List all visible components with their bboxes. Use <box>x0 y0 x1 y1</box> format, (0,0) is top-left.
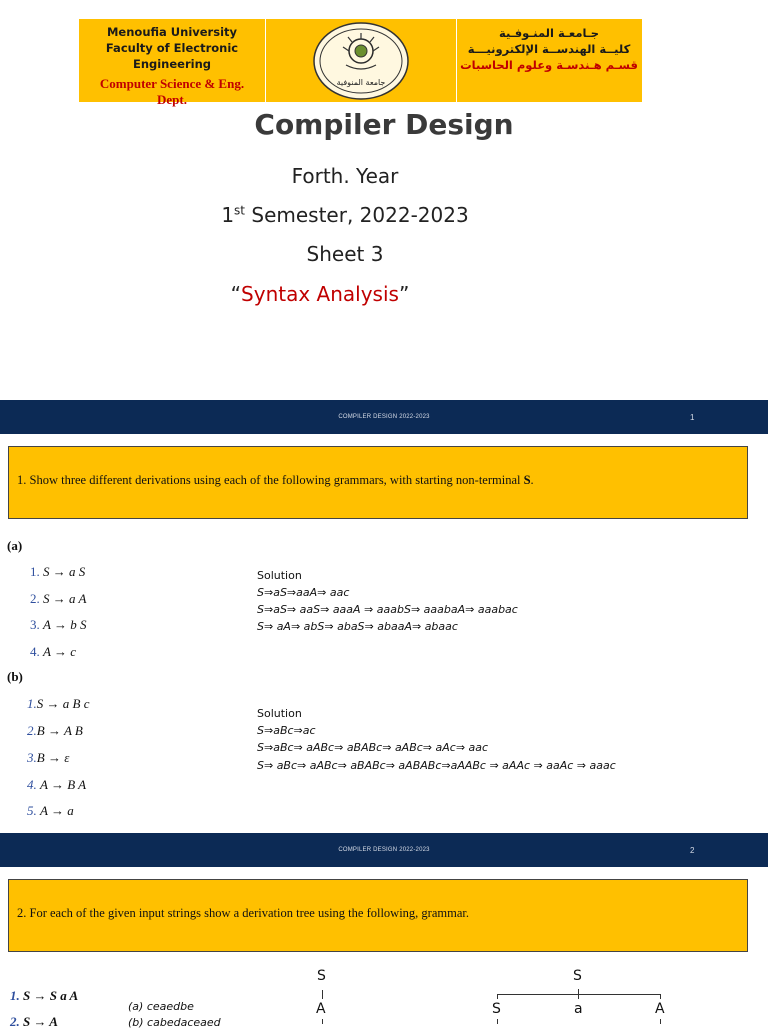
faculty-name-en: Faculty of Electronic Engineering <box>105 41 239 71</box>
seal-text: جامعة المنوفية <box>336 78 386 87</box>
solution-b-label: Solution <box>257 707 302 720</box>
department-name-en-line2: Dept. <box>157 92 187 107</box>
question-1-prefix: 1. Show three different derivations using each of the following grammars, with starting non-terminal <box>17 473 524 487</box>
document-title: Compiler Design <box>254 108 514 141</box>
university-banner <box>79 19 642 107</box>
solution-a-label: Solution <box>257 569 302 582</box>
semester-rest: Semester, 2022-2023 <box>245 203 469 227</box>
slide-footer-text: COMPILER DESIGN 2022-2023 <box>338 414 430 420</box>
faculty-name-ar: كليــة الهندســة الإلكترونيـــة <box>467 42 631 56</box>
grammar-b-rule: 5. A → a <box>27 803 74 818</box>
grammar-b-rule: 4. A → B A <box>27 777 87 792</box>
grammar-a-rule: 1. S → a S <box>30 564 86 579</box>
solution-a-derivation: S⇒ aA⇒ abS⇒ abaS⇒ abaaA⇒ abaac <box>257 620 458 633</box>
part-b-label: (b) <box>7 669 23 684</box>
grammar-b-rule: 1.S → a B c <box>27 696 90 711</box>
tree1-edge <box>322 1019 323 1024</box>
tree2-edge <box>660 994 661 999</box>
solution-b-derivation: S⇒aBc⇒ aABc⇒ aBABc⇒ aABc⇒ aAc⇒ aac <box>257 741 489 754</box>
grammar-a-rule: 4. A → c <box>30 644 76 659</box>
topic-close-quote: ” <box>398 282 410 306</box>
grammar-a-rule: 3. A → b S <box>30 617 87 632</box>
semester-label <box>0 203 690 227</box>
part-a-label: (a) <box>7 538 23 553</box>
tree2-child-node: S <box>492 1001 501 1017</box>
slide-footer-text: COMPILER DESIGN 2022-2023 <box>338 847 430 853</box>
topic-text: Syntax Analysis <box>241 282 399 306</box>
question-1-text <box>17 473 534 488</box>
question-2-box <box>8 879 748 952</box>
tree2-branch-line <box>497 994 661 995</box>
question-2-text: 2. For each of the given input strings show a derivation tree using the following, grammar. <box>17 906 469 920</box>
slide-footer-bar-2 <box>0 833 768 867</box>
university-name-ar: جـامعـة المنـوفـية <box>499 26 599 40</box>
banner-english-block <box>79 19 265 107</box>
banner-arabic-block <box>456 19 642 102</box>
tree2-edge <box>497 1019 498 1024</box>
university-seal-icon <box>266 19 456 102</box>
question-1-symbol: S <box>523 473 531 487</box>
tree1-child-node: A <box>316 1001 326 1017</box>
slide-footer-bar-1 <box>0 400 768 434</box>
grammar-2-rule: 2. S → A <box>10 1014 58 1029</box>
tree2-edge <box>660 1019 661 1024</box>
university-name-en: Menoufia University <box>106 25 238 39</box>
tree1-root-node: S <box>317 968 326 984</box>
grammar-b-rule: 2.B → A B <box>27 723 83 738</box>
tree2-edge <box>578 989 579 999</box>
input-string-a: (a) ceaedbe <box>128 1000 194 1013</box>
grammar-a-rule: 2. S → a A <box>30 591 87 606</box>
tree2-child-node: A <box>655 1001 665 1017</box>
input-string-b: (b) cabedaceaed <box>128 1016 221 1029</box>
solution-a-derivation: S⇒aS⇒aaA⇒ aac <box>257 586 350 599</box>
question-1-suffix: . <box>530 473 534 487</box>
university-logo <box>265 19 457 102</box>
tree2-root-node: S <box>573 968 582 984</box>
grammar-b-rule: 3.B → ε <box>27 750 70 765</box>
topic-open-quote: “ <box>230 282 242 306</box>
grammar-2-rule: 1. S → S a A <box>10 988 79 1003</box>
semester-number: 1 <box>221 203 235 227</box>
slide-page-number: 2 <box>690 846 695 855</box>
year-label: Forth. Year <box>291 164 399 188</box>
tree2-edge <box>497 994 498 999</box>
topic-label <box>0 282 640 306</box>
department-name-ar: قسـم هـندسـة وعلوم الحاسبات <box>460 58 638 72</box>
solution-b-derivation: S⇒ aBc⇒ aABc⇒ aBABc⇒ aABABc⇒aAABc ⇒ aAAc ⇒ aaAc ⇒ aaac <box>257 759 616 772</box>
sheet-label: Sheet 3 <box>306 242 384 266</box>
tree2-child-node: a <box>574 1001 583 1017</box>
tree1-edge <box>322 990 323 999</box>
question-1-box <box>8 446 748 519</box>
solution-a-derivation: S⇒aS⇒ aaS⇒ aaaA ⇒ aaabS⇒ aaabaA⇒ aaabac <box>257 603 518 616</box>
slide-page-number: 1 <box>690 413 695 422</box>
semester-suffix: st <box>234 203 246 218</box>
department-name-en-line1: Computer Science & Eng. <box>99 76 245 91</box>
solution-b-derivation: S⇒aBc⇒ac <box>257 724 316 737</box>
